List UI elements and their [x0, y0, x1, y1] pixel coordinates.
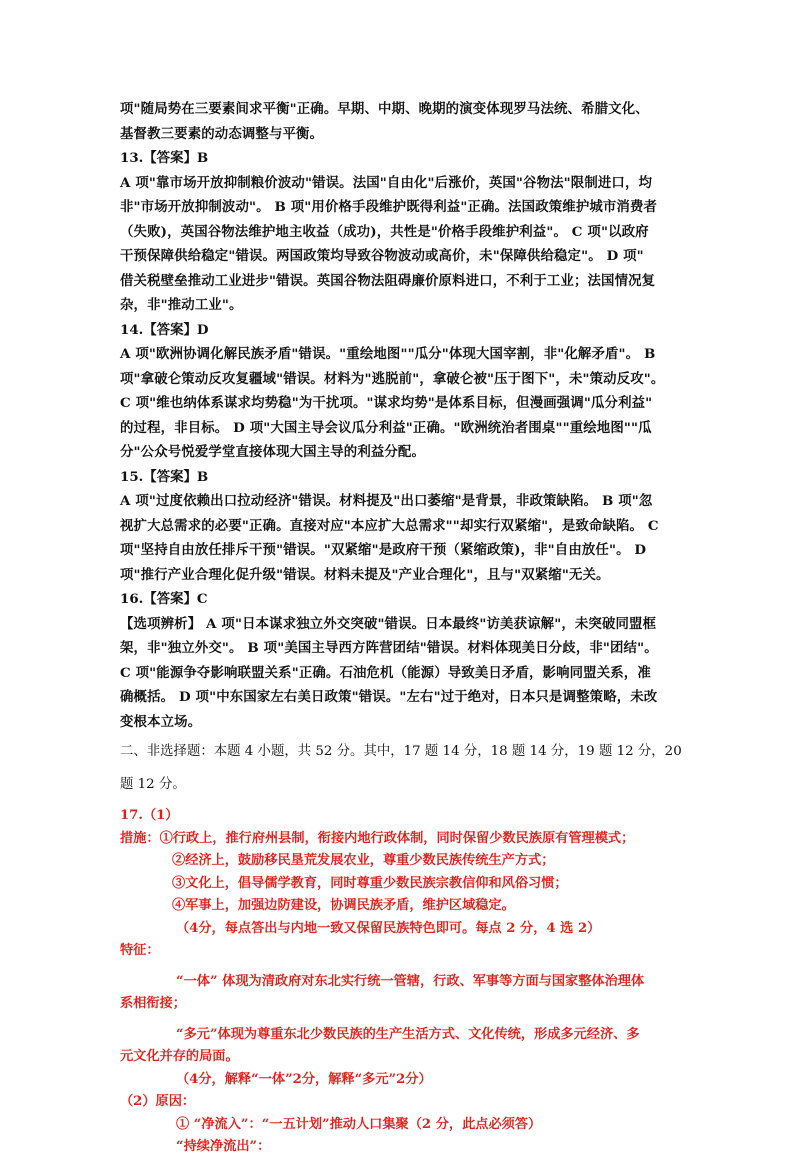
text-line: C 项"维也纳体系谋求均势稳"为干扰项。"谋求均势"是体系目标，但漫画强调"瓜分利益" — [120, 395, 653, 411]
text-line: 杂，非"推动工业"。 — [120, 297, 243, 313]
features-label: 特征： — [120, 943, 160, 958]
text-line: 【选项辨析】 A 项"日本谋求独立外交突破"错误。日本最终"访美获谅解"，未突破同盟框 — [120, 615, 657, 632]
q15-block — [120, 465, 685, 588]
measures-label: 措施： — [120, 830, 160, 846]
text-line: 非"市场开放抑制波动"。 B 项"用价格手段维护既得利益"正确。法国政策维护城市消费者 — [120, 199, 658, 215]
feature-yiti-line: 系相衔接； — [120, 996, 186, 1011]
document-content — [120, 97, 685, 1159]
text-line: 项"随局势在三要素间求平衡"正确。早期、中期、晚期的演变体现罗马法统、希腊文化、 — [120, 101, 649, 117]
section-heading-line: 二、非选择题：本题 4 小题，共 52 分。其中，17 题 14 分，18 题 14 分，19 题 12 分，20 — [120, 744, 682, 759]
feature-duoyuan-line: 元文化并存的局面。 — [120, 1049, 239, 1064]
q16-answer-header: 16.【答案】C — [120, 591, 208, 607]
text-line: 变根本立场。 — [120, 713, 202, 730]
section-two-heading — [120, 740, 685, 797]
text-line: 分"公众号悦爱学堂直接体现大国主导的利益分配。 — [120, 444, 426, 460]
measures-score-note: （4分，每点答出与内地一致又保留民族特色即可。每点 2 分，4 选 2） — [176, 920, 601, 936]
text-line: A 项"靠市场开放抑制粮价波动"错误。法国"自由化"后涨价，英国"谷物法"限制进口，均 — [120, 174, 653, 191]
measure-item: ③文化上，倡导儒学教育，同时尊重少数民族宗教信仰和风俗习惯； — [172, 875, 568, 891]
text-line: A 项"过度依赖出口拉动经济"错误。材料提及"出口萎缩"是背景，非政策缺陷。 B 项"忽 — [120, 493, 653, 509]
text-line: 项"坚持自由放任排斥干预"错误。"双紧缩"是政府干预（紧缩政策)，非"自由放任"。 D — [120, 542, 647, 558]
q17-part1-label: 17.（1） — [120, 808, 179, 823]
feature-duoyuan-line: “多元”体现为尊重东北少数民族的生产生活方式、文化传统，形成多元经济、多 — [176, 1026, 640, 1042]
text-line: C 项"能源争夺影响联盟关系"正确。石油危机（能源）导致美日矛盾，影响同盟关系，准 — [120, 664, 651, 681]
text-line: 项"拿破仑策动反攻复疆域"错误。材料为"逃脱前"，拿破仑被"压于图下"，未"策动反攻"。 — [120, 370, 665, 387]
features-score-note: （4分，解释“一体”2分，解释“多元”2分） — [176, 1071, 432, 1087]
text-line: A 项"欧洲协调化解民族矛盾"错误。"重绘地图""瓜分"体现大国宰割，非"化解矛盾"。 B — [120, 346, 656, 362]
q14-block — [120, 318, 685, 465]
q15-answer-header: 15.【答案】B — [120, 468, 209, 485]
text-line: 确概括。 D 项"中东国家左右美日政策"错误。"左右"过于绝对，日本只是调整策略，未改 — [120, 689, 658, 705]
measure-item: ②经济上，鼓励移民垦荒发展农业，尊重少数民族传统生产方式； — [172, 853, 555, 868]
reason-item: “持续净流出”： — [176, 1139, 271, 1154]
measures-line — [120, 828, 685, 851]
section-heading-line: 题 12 分。 — [120, 776, 186, 792]
spacer — [120, 1016, 685, 1024]
q13-answer-header: 13.【答案】B — [120, 150, 209, 166]
q17-answer-block — [120, 805, 685, 1159]
spacer — [120, 963, 685, 971]
text-line: （失败)，英国谷物法维护地主收益（成功)，共性是"价格手段维护利益"。 C 项"以政府 — [120, 223, 649, 240]
text-line: 架，非"独立外交"。 B 项"美国主导西方阵营团结"错误。材料体现美日分歧，非"团结"。 — [120, 640, 658, 656]
q13-block — [120, 146, 685, 318]
q16-block — [120, 587, 685, 734]
q14-answer-header: 14.【答案】D — [120, 321, 209, 338]
text-line: 基督教三要素的动态调整与平衡。 — [120, 125, 324, 142]
text-line: 借关税壁垒推动工业进步"错误。英国谷物法阻碍廉价原料进口，不利于工业；法国情况复 — [120, 272, 656, 289]
text-line: 干预保障供给稳定"错误。两国政策均导致谷物波动或高价，未"保障供给稳定"。 D 项" — [120, 248, 644, 264]
text-line: 项"推行产业合理化促升级"错误。材料未提及"产业合理化"，且与"双紧缩"无关。 — [120, 566, 610, 583]
measure-item: ①行政上，推行府州县制，衔接内地行政体制，同时保留少数民族原有管理模式； — [159, 830, 635, 846]
reason-item: ① “净流入”：“一五计划”推动人口集聚（2 分，此点必须答） — [176, 1116, 542, 1132]
text-line: 视扩大总需求的必要"正确。直接对应"本应扩大总需求""却实行双紧缩"，是致命缺陷。 C — [120, 517, 659, 534]
feature-yiti-line: “一体” 体现为清政府对东北实行统一管辖，行政、军事等方面与国家整体治理体 — [176, 973, 645, 989]
q12-continuation — [120, 97, 685, 146]
text-line: 的过程，非目标。 D 项"大国主导会议瓜分利益"正确。"欧洲统治者围桌""重绘地图""瓜 — [120, 419, 652, 436]
q17-part2-label: （2）原因： — [120, 1094, 196, 1109]
measure-item: ④军事上，加强边防建设，协调民族矛盾，维护区域稳定。 — [172, 898, 515, 913]
